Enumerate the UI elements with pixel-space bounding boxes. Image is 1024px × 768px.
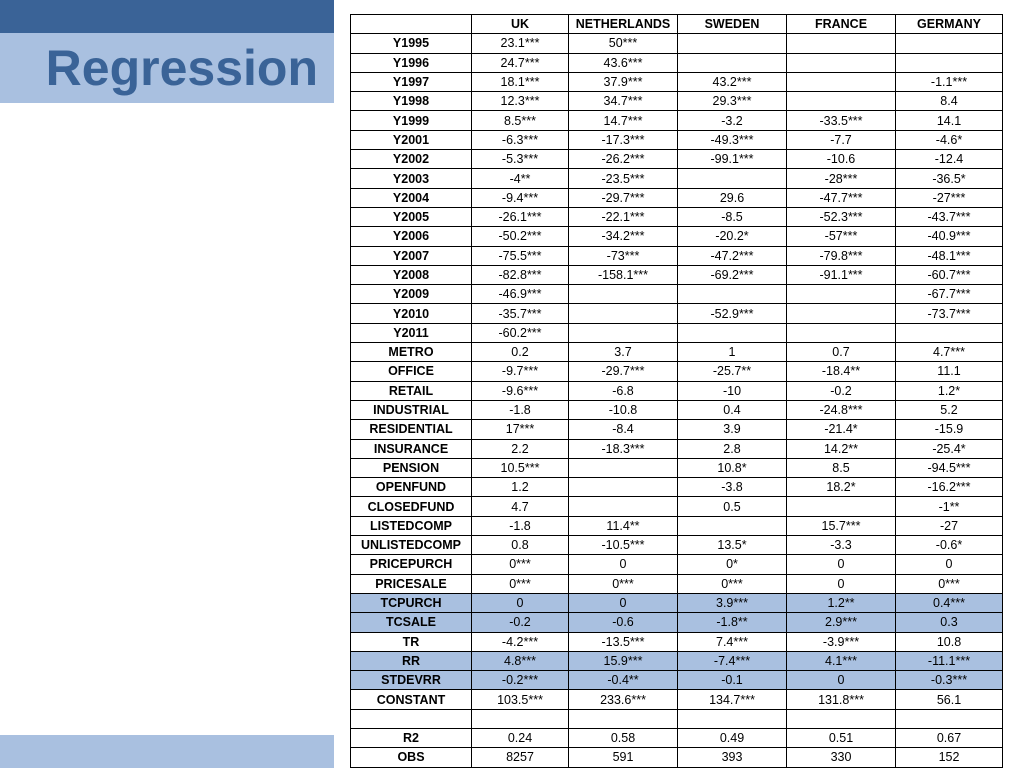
table-cell: -34.2*** <box>569 227 678 246</box>
table-cell: -158.1*** <box>569 265 678 284</box>
header-cell-france: FRANCE <box>787 15 896 34</box>
table-cell: -27*** <box>896 188 1003 207</box>
table-cell: 0.2 <box>472 343 569 362</box>
table-cell: -15.9 <box>896 420 1003 439</box>
table-row <box>351 651 1003 670</box>
row-label: Y1998 <box>351 92 472 111</box>
table-cell: 29.3*** <box>678 92 787 111</box>
table-row <box>351 671 1003 690</box>
row-label: Y2006 <box>351 227 472 246</box>
table-cell: -25.7** <box>678 362 787 381</box>
row-label <box>351 709 472 728</box>
table-cell: -10.5*** <box>569 536 678 555</box>
table-row <box>351 362 1003 381</box>
table-cell: -69.2*** <box>678 265 787 284</box>
table-cell <box>678 53 787 72</box>
row-label: TCPURCH <box>351 593 472 612</box>
row-label: CONSTANT <box>351 690 472 709</box>
table-cell: 393 <box>678 748 787 767</box>
table-cell: -47.7*** <box>787 188 896 207</box>
table-cell: 4.1*** <box>787 651 896 670</box>
row-label: RETAIL <box>351 381 472 400</box>
table-cell: 233.6*** <box>569 690 678 709</box>
table-cell: 0.58 <box>569 728 678 747</box>
row-label: RESIDENTIAL <box>351 420 472 439</box>
table-row <box>351 285 1003 304</box>
table-cell: 103.5*** <box>472 690 569 709</box>
table-cell: 4.7 <box>472 497 569 516</box>
table-cell: -10.6 <box>787 150 896 169</box>
table-cell: -26.1*** <box>472 207 569 226</box>
table-cell: 134.7*** <box>678 690 787 709</box>
table-cell: -75.5*** <box>472 246 569 265</box>
table-cell: -57*** <box>787 227 896 246</box>
table-cell: -27 <box>896 516 1003 535</box>
row-label: Y2004 <box>351 188 472 207</box>
table-cell: 50*** <box>569 34 678 53</box>
table-cell: -1.8 <box>472 516 569 535</box>
row-label: OFFICE <box>351 362 472 381</box>
table-cell: -10.8 <box>569 400 678 419</box>
table-cell: 0.51 <box>787 728 896 747</box>
table-cell: -0.1 <box>678 671 787 690</box>
table-cell: -73.7*** <box>896 304 1003 323</box>
table-row <box>351 323 1003 342</box>
table-row <box>351 497 1003 516</box>
table-cell: -8.5 <box>678 207 787 226</box>
table-cell: -11.1*** <box>896 651 1003 670</box>
table-cell: -49.3*** <box>678 130 787 149</box>
table-cell: 0.24 <box>472 728 569 747</box>
table-cell: 0.5 <box>678 497 787 516</box>
table-cell: -40.9*** <box>896 227 1003 246</box>
title-band <box>0 33 334 103</box>
table-cell <box>896 53 1003 72</box>
table-cell: -17.3*** <box>569 130 678 149</box>
row-label: RR <box>351 651 472 670</box>
table-cell: -67.7*** <box>896 285 1003 304</box>
table-cell: 0 <box>569 593 678 612</box>
table-cell: -13.5*** <box>569 632 678 651</box>
row-label: STDEVRR <box>351 671 472 690</box>
table-cell: -3.2 <box>678 111 787 130</box>
table-cell: 8.5 <box>787 458 896 477</box>
table-cell: -0.6* <box>896 536 1003 555</box>
table-cell <box>896 34 1003 53</box>
table-cell: 0 <box>787 671 896 690</box>
table-cell: 24.7*** <box>472 53 569 72</box>
row-label: Y2007 <box>351 246 472 265</box>
table-cell: -24.8*** <box>787 400 896 419</box>
table-cell: -48.1*** <box>896 246 1003 265</box>
row-label: PRICEPURCH <box>351 555 472 574</box>
table-row <box>351 690 1003 709</box>
table-cell <box>678 516 787 535</box>
table-cell: -3.9*** <box>787 632 896 651</box>
table-row <box>351 516 1003 535</box>
table-row <box>351 169 1003 188</box>
table-cell: 0 <box>787 574 896 593</box>
table-cell <box>569 285 678 304</box>
table-cell: 14.2** <box>787 439 896 458</box>
row-label: INSURANCE <box>351 439 472 458</box>
slide-title: Regression <box>45 40 318 96</box>
table-cell: -4.2*** <box>472 632 569 651</box>
row-label: TR <box>351 632 472 651</box>
table-cell: 8.4 <box>896 92 1003 111</box>
table-cell: 18.1*** <box>472 72 569 91</box>
table-cell: 14.7*** <box>569 111 678 130</box>
row-label: PRICESALE <box>351 574 472 593</box>
table-cell: -29.7*** <box>569 188 678 207</box>
table-cell: -8.4 <box>569 420 678 439</box>
table-cell: -33.5*** <box>787 111 896 130</box>
table-cell: -7.7 <box>787 130 896 149</box>
table-cell: 7.4*** <box>678 632 787 651</box>
table-row <box>351 728 1003 747</box>
table-cell: 131.8*** <box>787 690 896 709</box>
table-cell: 43.6*** <box>569 53 678 72</box>
table-cell: -9.7*** <box>472 362 569 381</box>
table-row <box>351 265 1003 284</box>
table-cell: -25.4* <box>896 439 1003 458</box>
table-cell: -1.8** <box>678 613 787 632</box>
row-label: Y2008 <box>351 265 472 284</box>
table-row <box>351 478 1003 497</box>
table-cell: -18.4** <box>787 362 896 381</box>
table-row <box>351 709 1003 728</box>
table-cell <box>787 304 896 323</box>
row-label: Y2011 <box>351 323 472 342</box>
table-cell: -4.6* <box>896 130 1003 149</box>
table-cell <box>569 458 678 477</box>
table-cell <box>678 709 787 728</box>
table-cell: 0*** <box>569 574 678 593</box>
row-label: R2 <box>351 728 472 747</box>
table-cell <box>569 709 678 728</box>
row-label: CLOSEDFUND <box>351 497 472 516</box>
table-cell: 43.2*** <box>678 72 787 91</box>
table-row <box>351 400 1003 419</box>
table-cell: 1 <box>678 343 787 362</box>
row-label: METRO <box>351 343 472 362</box>
table-cell: -12.4 <box>896 150 1003 169</box>
regression-table <box>350 14 1003 768</box>
table-cell: 34.7*** <box>569 92 678 111</box>
table-cell: 13.5* <box>678 536 787 555</box>
table-cell: 0 <box>472 593 569 612</box>
table-cell <box>787 53 896 72</box>
table-cell <box>569 497 678 516</box>
table-cell: -82.8*** <box>472 265 569 284</box>
table-cell: 17*** <box>472 420 569 439</box>
table-cell: -0.3*** <box>896 671 1003 690</box>
table-cell: -73*** <box>569 246 678 265</box>
table-cell: -91.1*** <box>787 265 896 284</box>
table-cell: -1** <box>896 497 1003 516</box>
table-cell: 15.7*** <box>787 516 896 535</box>
header-cell-germany: GERMANY <box>896 15 1003 34</box>
table-cell: 2.8 <box>678 439 787 458</box>
table-cell <box>569 304 678 323</box>
row-label: OPENFUND <box>351 478 472 497</box>
header-cell-variable <box>351 15 472 34</box>
table-cell: 0.4 <box>678 400 787 419</box>
table-row <box>351 34 1003 53</box>
table-row <box>351 613 1003 632</box>
table-cell: -1.8 <box>472 400 569 419</box>
table-row <box>351 420 1003 439</box>
table-cell <box>787 709 896 728</box>
title-top-bar <box>0 0 334 33</box>
table-cell: -4** <box>472 169 569 188</box>
table-cell <box>787 285 896 304</box>
row-label: Y2010 <box>351 304 472 323</box>
table-cell: -79.8*** <box>787 246 896 265</box>
row-label: PENSION <box>351 458 472 477</box>
table-row <box>351 207 1003 226</box>
table-cell: -21.4* <box>787 420 896 439</box>
table-cell: 0.8 <box>472 536 569 555</box>
table-cell: -26.2*** <box>569 150 678 169</box>
row-label: Y2009 <box>351 285 472 304</box>
table-cell: -0.2 <box>472 613 569 632</box>
table-cell: 29.6 <box>678 188 787 207</box>
row-label: Y2003 <box>351 169 472 188</box>
table-cell: -9.6*** <box>472 381 569 400</box>
table-cell <box>787 92 896 111</box>
table-body <box>351 34 1003 767</box>
table-cell: -6.8 <box>569 381 678 400</box>
row-label: Y2001 <box>351 130 472 149</box>
table-row <box>351 130 1003 149</box>
table-header-row <box>351 15 1003 34</box>
row-label: Y2002 <box>351 150 472 169</box>
table-row <box>351 150 1003 169</box>
row-label: LISTEDCOMP <box>351 516 472 535</box>
table-cell: -7.4*** <box>678 651 787 670</box>
row-label: INDUSTRIAL <box>351 400 472 419</box>
table-cell <box>569 323 678 342</box>
table-cell: 11.1 <box>896 362 1003 381</box>
table-row <box>351 458 1003 477</box>
table-row <box>351 632 1003 651</box>
table-cell: 3.7 <box>569 343 678 362</box>
table-cell: -18.3*** <box>569 439 678 458</box>
table-cell: 0.3 <box>896 613 1003 632</box>
table-row <box>351 343 1003 362</box>
table-row <box>351 574 1003 593</box>
table-cell <box>569 478 678 497</box>
table-cell: 4.7*** <box>896 343 1003 362</box>
table-cell: -36.5* <box>896 169 1003 188</box>
table-cell: 5.2 <box>896 400 1003 419</box>
table-cell: 2.9*** <box>787 613 896 632</box>
table-cell: -5.3*** <box>472 150 569 169</box>
table-cell: -29.7*** <box>569 362 678 381</box>
table-cell <box>896 323 1003 342</box>
row-label: UNLISTEDCOMP <box>351 536 472 555</box>
row-label: TCSALE <box>351 613 472 632</box>
table-cell: 0* <box>678 555 787 574</box>
table-row <box>351 246 1003 265</box>
table-cell: 8.5*** <box>472 111 569 130</box>
row-label: Y1999 <box>351 111 472 130</box>
table-cell: 11.4** <box>569 516 678 535</box>
table-cell: -16.2*** <box>896 478 1003 497</box>
row-label: Y1997 <box>351 72 472 91</box>
table-cell: -23.5*** <box>569 169 678 188</box>
table-row <box>351 593 1003 612</box>
table-cell: 0.4*** <box>896 593 1003 612</box>
table-cell: 0*** <box>472 574 569 593</box>
table-row <box>351 536 1003 555</box>
table-row <box>351 555 1003 574</box>
header-cell-sweden: SWEDEN <box>678 15 787 34</box>
table-cell <box>896 709 1003 728</box>
row-label: Y2005 <box>351 207 472 226</box>
table-row <box>351 381 1003 400</box>
table-cell: 1.2** <box>787 593 896 612</box>
table-cell: 330 <box>787 748 896 767</box>
table-cell: -10 <box>678 381 787 400</box>
table-cell: -0.4** <box>569 671 678 690</box>
table-cell: -60.7*** <box>896 265 1003 284</box>
table-cell: -52.9*** <box>678 304 787 323</box>
table-cell <box>472 709 569 728</box>
table-cell: -0.6 <box>569 613 678 632</box>
table-cell: 10.8* <box>678 458 787 477</box>
header-cell-uk: UK <box>472 15 569 34</box>
table-cell <box>678 323 787 342</box>
table-cell: 1.2 <box>472 478 569 497</box>
table-cell: 23.1*** <box>472 34 569 53</box>
table-row <box>351 227 1003 246</box>
table-cell: -52.3*** <box>787 207 896 226</box>
table-cell: 152 <box>896 748 1003 767</box>
table-cell: -60.2*** <box>472 323 569 342</box>
table-cell: -3.8 <box>678 478 787 497</box>
table-cell: -1.1*** <box>896 72 1003 91</box>
table-cell <box>787 34 896 53</box>
table-cell: 0.67 <box>896 728 1003 747</box>
table-cell <box>678 169 787 188</box>
table-cell <box>787 323 896 342</box>
table-row <box>351 72 1003 91</box>
table-cell: -0.2*** <box>472 671 569 690</box>
table-cell: 2.2 <box>472 439 569 458</box>
table-row <box>351 111 1003 130</box>
table-cell: -0.2 <box>787 381 896 400</box>
table-cell: 8257 <box>472 748 569 767</box>
table-cell: 0 <box>896 555 1003 574</box>
table-cell: -43.7*** <box>896 207 1003 226</box>
row-label: Y1995 <box>351 34 472 53</box>
header-cell-netherlands: NETHERLANDS <box>569 15 678 34</box>
table-row <box>351 748 1003 767</box>
table-cell: 0*** <box>896 574 1003 593</box>
table-cell: 0 <box>787 555 896 574</box>
table-row <box>351 439 1003 458</box>
bottom-band <box>0 735 334 768</box>
table-cell: -6.3*** <box>472 130 569 149</box>
table-cell: 591 <box>569 748 678 767</box>
table-row <box>351 188 1003 207</box>
table-cell: 14.1 <box>896 111 1003 130</box>
table-cell: -50.2*** <box>472 227 569 246</box>
table-cell: 15.9*** <box>569 651 678 670</box>
table-cell: -47.2*** <box>678 246 787 265</box>
table-cell: 0.7 <box>787 343 896 362</box>
table-cell <box>678 285 787 304</box>
row-label: Y1996 <box>351 53 472 72</box>
table-cell: 3.9 <box>678 420 787 439</box>
table-row <box>351 92 1003 111</box>
table-cell: 0*** <box>472 555 569 574</box>
table-cell: -22.1*** <box>569 207 678 226</box>
table-cell: 37.9*** <box>569 72 678 91</box>
table-cell <box>787 72 896 91</box>
table-cell: 10.8 <box>896 632 1003 651</box>
table-cell: -46.9*** <box>472 285 569 304</box>
table-cell: -9.4*** <box>472 188 569 207</box>
table-cell: 4.8*** <box>472 651 569 670</box>
table-cell: 0.49 <box>678 728 787 747</box>
table-cell: -94.5*** <box>896 458 1003 477</box>
table-cell <box>678 34 787 53</box>
table-cell: 18.2* <box>787 478 896 497</box>
table-cell: 1.2* <box>896 381 1003 400</box>
table-cell: 0 <box>569 555 678 574</box>
table-cell: -28*** <box>787 169 896 188</box>
table-cell: -20.2* <box>678 227 787 246</box>
table-cell <box>787 497 896 516</box>
table-cell: 10.5*** <box>472 458 569 477</box>
table-cell: 12.3*** <box>472 92 569 111</box>
table-cell: -3.3 <box>787 536 896 555</box>
table-cell: 0*** <box>678 574 787 593</box>
table-row <box>351 53 1003 72</box>
table-cell: -99.1*** <box>678 150 787 169</box>
row-label: OBS <box>351 748 472 767</box>
table-cell: 3.9*** <box>678 593 787 612</box>
table-cell: -35.7*** <box>472 304 569 323</box>
table-cell: 56.1 <box>896 690 1003 709</box>
table-row <box>351 304 1003 323</box>
